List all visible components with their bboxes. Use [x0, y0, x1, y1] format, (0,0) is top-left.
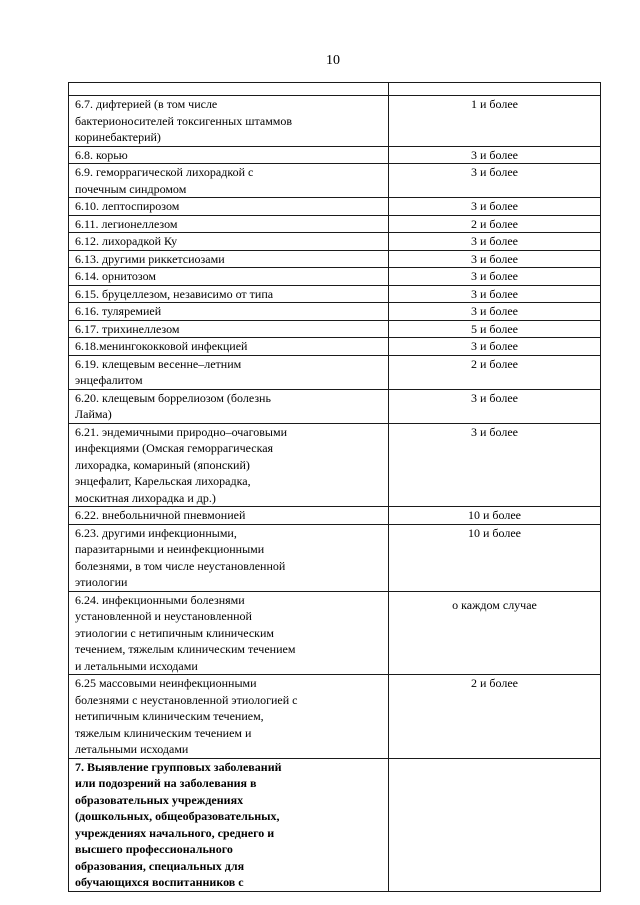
row-description	[69, 198, 389, 216]
row-threshold	[389, 355, 601, 389]
row-threshold-text: 3 и более	[470, 199, 518, 213]
row-threshold	[389, 233, 601, 251]
row-description-text: 6.13. другими риккетсиозами	[75, 251, 225, 266]
row-threshold	[389, 758, 601, 891]
row-description-text: 6.19. клещевым весенне–летним энцефалитом	[75, 356, 242, 387]
table-row	[69, 285, 601, 303]
row-threshold	[389, 96, 601, 147]
row-threshold-text: 3 и более	[470, 269, 518, 283]
row-description	[69, 355, 389, 389]
table-row	[69, 164, 601, 198]
row-threshold	[389, 215, 601, 233]
table-row	[69, 303, 601, 321]
table-row	[69, 268, 601, 286]
row-description	[69, 675, 389, 759]
row-description-text: 7. Выявление групповых заболеваний или подозрений на заболевания в образовательных учреждениях (дошкольных, общеобразовательных, учреждениях начального, среднего и высшего профессионального образования, специальных для обучающихся воспитанников с	[75, 759, 282, 889]
table-row	[69, 250, 601, 268]
table-row	[69, 320, 601, 338]
table-row	[69, 146, 601, 164]
header-cell-threshold	[389, 83, 601, 96]
row-description	[69, 146, 389, 164]
table-row	[69, 96, 601, 147]
row-threshold	[389, 507, 601, 525]
row-description	[69, 524, 389, 591]
table-row	[69, 233, 601, 251]
row-description	[69, 164, 389, 198]
header-cell-description	[69, 83, 389, 96]
table-row	[69, 675, 601, 759]
row-description	[69, 320, 389, 338]
row-description-text: 6.18.менингококковой инфекцией	[75, 339, 248, 353]
row-threshold-text: 10 и более	[467, 525, 521, 540]
table-row	[69, 389, 601, 423]
row-threshold-text: 3 и более	[470, 234, 518, 248]
row-description-text: 6.16. туляремией	[75, 304, 162, 318]
row-threshold-text: о каждом случае	[452, 597, 537, 612]
row-description-text: 6.9. геморрагической лихорадкой с почечным синдромом	[75, 165, 254, 196]
table-row	[69, 423, 601, 507]
row-description-text: 6.25 массовыми неинфекционными болезнями с неустановленной этиологией с нетипичным клиническим течением, тяжелым клиническим течением и летальными исходами	[75, 676, 298, 756]
row-threshold-text: 3 и более	[470, 304, 518, 318]
row-threshold	[389, 303, 601, 321]
row-threshold-text: 2 и более	[470, 676, 518, 690]
row-description-text: 6.15. бруцеллезом, независимо от типа	[75, 286, 274, 301]
table-row	[69, 591, 601, 675]
row-description	[69, 303, 389, 321]
row-threshold	[389, 320, 601, 338]
row-threshold	[389, 198, 601, 216]
row-description-text: 6.12. лихорадкой Ку	[75, 234, 178, 248]
row-description	[69, 268, 389, 286]
row-threshold	[389, 146, 601, 164]
row-description	[69, 758, 389, 891]
row-threshold	[389, 591, 601, 675]
row-description	[69, 591, 389, 675]
row-threshold	[389, 164, 601, 198]
row-description-text: 6.24. инфекционными болезнями установленной и неустановленной этиологии с нетипичным клиническим течением, тяжелым клиническим течением и летальными исходами	[75, 592, 296, 673]
notification-table	[68, 82, 601, 892]
row-description	[69, 96, 389, 147]
row-threshold	[389, 338, 601, 356]
row-threshold-text: 3 и более	[470, 390, 518, 405]
row-threshold-text: 3 и более	[470, 424, 518, 439]
row-description-text: 6.14. орнитозом	[75, 269, 156, 283]
row-description	[69, 285, 389, 303]
table-header-row	[69, 83, 601, 96]
table-row	[69, 338, 601, 356]
row-description-text: 6.22. внебольничной пневмонией	[75, 508, 246, 522]
row-threshold-text: 1 и более	[470, 97, 518, 111]
row-threshold-text: 3 и более	[470, 339, 518, 353]
table-row	[69, 215, 601, 233]
row-description	[69, 389, 389, 423]
row-description-text: 6.23. другими инфекционными, паразитарными и неинфекционными болезнями, в том числе неустановленной этиологии	[75, 525, 286, 589]
row-threshold	[389, 675, 601, 759]
row-threshold-text: 2 и более	[470, 216, 518, 231]
table-row	[69, 198, 601, 216]
row-description-text: 6.11. легионеллезом	[75, 216, 178, 231]
row-threshold-text: 2 и более	[470, 356, 518, 371]
row-threshold-text: 10 и более	[467, 508, 521, 522]
row-description	[69, 250, 389, 268]
row-description-text: 6.10. лептоспирозом	[75, 199, 180, 213]
row-description-text: 6.20. клещевым боррелиозом (болезнь Лайма)	[75, 390, 271, 421]
row-threshold-text: 3 и более	[470, 147, 518, 162]
row-threshold	[389, 524, 601, 591]
row-threshold	[389, 423, 601, 507]
row-description	[69, 338, 389, 356]
row-threshold	[389, 285, 601, 303]
row-description	[69, 215, 389, 233]
row-threshold	[389, 268, 601, 286]
row-description	[69, 423, 389, 507]
row-description-text: 6.17. трихинеллезом	[75, 321, 180, 336]
row-description	[69, 233, 389, 251]
row-description-text: 6.7. дифтерией (в том числе бактерионосителей токсигенных штаммов коринебактерий)	[75, 97, 293, 144]
table-row	[69, 507, 601, 525]
table-row-section-7	[69, 758, 601, 891]
row-description-text: 6.8. корью	[75, 147, 128, 162]
table-row	[69, 524, 601, 591]
row-threshold-text: 3 и более	[470, 165, 518, 179]
row-description	[69, 507, 389, 525]
row-threshold	[389, 389, 601, 423]
row-description-text: 6.21. эндемичными природно–очаговыми инфекциями (Омская геморрагическая лихорадка, комариный (японский) энцефалит, Карельская лихорадка, москитная лихорадка и др.)	[75, 424, 287, 505]
row-threshold-text: 3 и более	[470, 286, 518, 301]
row-threshold	[389, 250, 601, 268]
page-number: 10	[326, 53, 340, 68]
row-threshold-text: 5 и более	[470, 321, 518, 336]
row-threshold-text: 3 и более	[470, 251, 518, 266]
table-row	[69, 355, 601, 389]
